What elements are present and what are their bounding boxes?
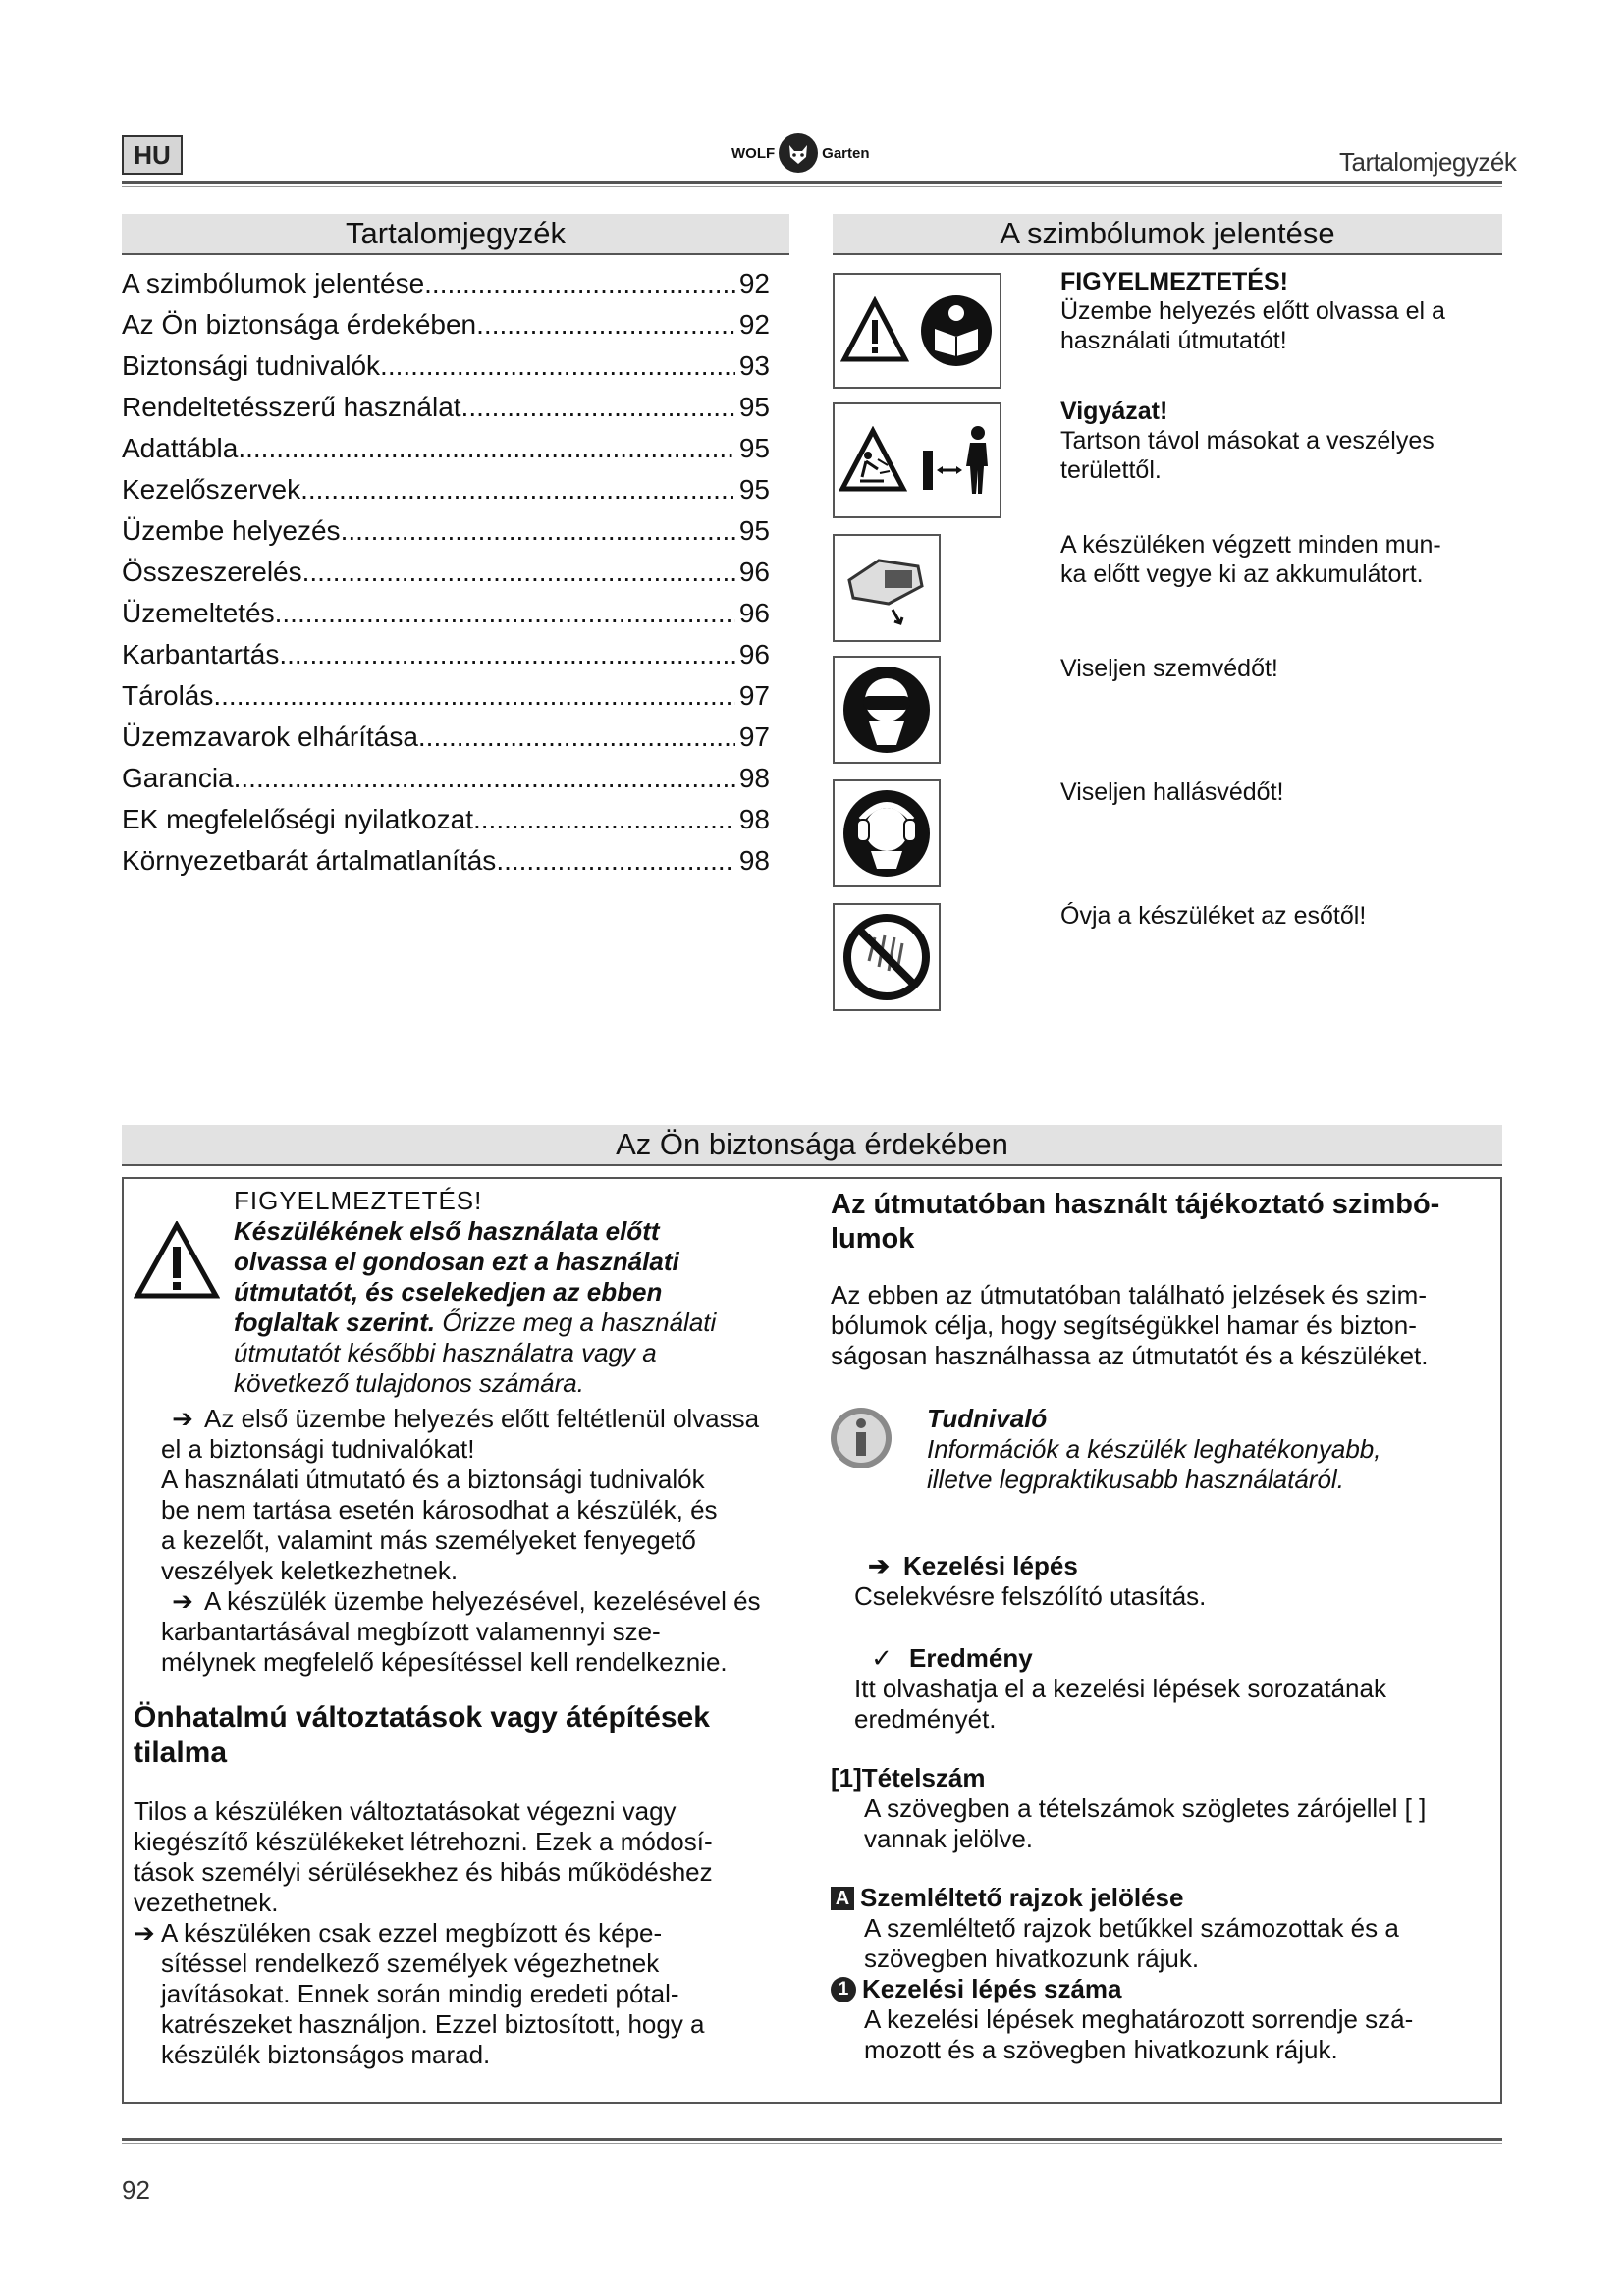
remove-battery-icon bbox=[839, 541, 934, 635]
number-one-badge-icon: 1 bbox=[831, 1977, 856, 2002]
szemlelteto-line-2: szövegben hivatkozunk rájuk. bbox=[864, 1944, 1200, 1973]
wolf-head-icon bbox=[779, 133, 818, 173]
arrow-right-icon: ➔ bbox=[134, 1918, 155, 1948]
info-line-1: Az ebben az útmutatóban található jelzések és szim- bbox=[831, 1280, 1428, 1309]
step-1-line-4: be nem tartása esetén károsodhat a készülék, és bbox=[161, 1495, 718, 1524]
warning-thrown-objects-icon bbox=[839, 426, 907, 495]
footer-rule bbox=[122, 2138, 1502, 2141]
toc-leader-dots bbox=[275, 593, 735, 634]
symbol-1-line-1: Üzembe helyezés előtt olvassa el a bbox=[1060, 297, 1445, 325]
toc-leader-dots bbox=[424, 263, 735, 304]
symbol-2-line-1: Tartson távol másokat a veszélyes bbox=[1060, 427, 1435, 454]
header-rule bbox=[122, 181, 1502, 184]
toc-leader-dots bbox=[279, 634, 735, 675]
toc-entry-label: Karbantartás bbox=[122, 639, 280, 669]
step-2-line-3: mélynek megfelelő képesítéssel kell rendelkeznie. bbox=[161, 1647, 728, 1677]
toc-entry bbox=[122, 675, 770, 717]
symbol-4-text: Viseljen szemvédőt! bbox=[1060, 655, 1278, 682]
info-icon bbox=[829, 1406, 893, 1470]
toc-entry-label: Adattábla bbox=[122, 433, 239, 463]
modification-line-1: Tilos a készüléken változtatásokat végezni vagy bbox=[134, 1796, 677, 1826]
safety-heading: Az Ön biztonsága érdekében bbox=[122, 1125, 1502, 1166]
eredmeny-title: Eredmény bbox=[909, 1643, 1033, 1673]
toc-entry-label: Tárolás bbox=[122, 680, 214, 711]
toc-entry-page: 97 bbox=[738, 680, 770, 711]
modification-text bbox=[134, 1796, 821, 2070]
toc-entry bbox=[122, 634, 770, 675]
symbol-keep-distance bbox=[833, 402, 1001, 518]
logo-text-right: Garten bbox=[822, 144, 870, 162]
toc-entry-page: 95 bbox=[738, 515, 770, 546]
tudnivalo-block bbox=[927, 1404, 1496, 1495]
symbol-6-text: Óvja a készüléket az esőtől! bbox=[1060, 902, 1367, 930]
symbol-protect-from-rain bbox=[833, 903, 941, 1011]
toc-entry-label: Rendeltetésszerű használat bbox=[122, 392, 461, 422]
header-section-title: Tartalomjegyzék bbox=[1339, 147, 1517, 177]
warning-title: FIGYELMEZTETÉS! bbox=[234, 1186, 483, 1215]
toc-entry bbox=[122, 552, 770, 593]
warning-italic-line-6: következő tulajdonos számára. bbox=[234, 1368, 584, 1398]
step-2-line-1: A készülék üzembe helyezésével, kezelésével és bbox=[204, 1586, 761, 1616]
warning-triangle-icon bbox=[134, 1221, 220, 1300]
modification-line-4: vezethetnek. bbox=[134, 1888, 279, 1917]
toc-leader-dots bbox=[234, 758, 735, 799]
step-2-line-2: karbantartásával megbízott valamennyi sze- bbox=[161, 1617, 661, 1646]
warning-italic-line-5: útmutatót későbbi használatra vagy a bbox=[234, 1338, 657, 1367]
toc-entry bbox=[122, 510, 770, 552]
modification-heading-line-1: Önhatalmú változtatások vagy átépítések bbox=[134, 1701, 710, 1734]
kezelesi-lepes-szama-line-2: mozott és a szövegben hivatkozunk rájuk. bbox=[864, 2035, 1338, 2064]
language-badge: HU bbox=[122, 135, 183, 175]
symbol-hearing-protection bbox=[833, 779, 941, 887]
toc-entry-page: 92 bbox=[738, 268, 770, 298]
info-symbols-heading-line-1: Az útmutatóban használt tájékoztató szimbó- bbox=[831, 1189, 1440, 1220]
kezelesi-lepes-text: Cselekvésre felszólító utasítás. bbox=[854, 1581, 1207, 1611]
tudnivalo-title: Tudnivaló bbox=[927, 1404, 1048, 1433]
symbol-remove-battery bbox=[833, 534, 941, 642]
warning-bold-line-1: Készülékének első használata előtt bbox=[234, 1216, 660, 1246]
modification-heading-line-2: tilalma bbox=[134, 1736, 228, 1769]
toc-leader-dots bbox=[213, 675, 734, 717]
eredmeny-line-1: Itt olvashatja el a kezelési lépések sorozatának bbox=[854, 1674, 1386, 1703]
modification-line-3: tások személyi sérülésekhez és hibás működéshez bbox=[134, 1857, 713, 1887]
eredmeny-line-2: eredményét. bbox=[854, 1704, 997, 1734]
arrow-right-icon: ➔ bbox=[172, 1586, 193, 1616]
toc-entry-page: 92 bbox=[738, 309, 770, 340]
toc-leader-dots bbox=[300, 469, 735, 510]
toc-entry-page: 98 bbox=[738, 763, 770, 793]
symbol-5-text: Viseljen hallásvédőt! bbox=[1060, 778, 1284, 806]
toc-leader-dots bbox=[496, 840, 735, 881]
toc-entry bbox=[122, 469, 770, 510]
symbol-3-line-2: ka előtt vegye ki az akkumulátort. bbox=[1060, 561, 1424, 588]
kezelesi-lepes-szama-title: Kezelési lépés száma bbox=[862, 1974, 1122, 2003]
toc-leader-dots bbox=[461, 387, 735, 428]
step-1-line-5: a kezelőt, valamint más személyeket fenyegető bbox=[161, 1525, 696, 1555]
info-line-2: bólumok célja, hogy segítségükkel hamar és bizton- bbox=[831, 1310, 1417, 1340]
szemlelteto-block bbox=[831, 1883, 1500, 2065]
tetelszam-line-2: vannak jelölve. bbox=[864, 1824, 1033, 1853]
toc-entry bbox=[122, 758, 770, 799]
toc-entry-label: A szimbólumok jelentése bbox=[122, 268, 425, 298]
toc-entry bbox=[122, 799, 770, 840]
toc-entry-label: Összeszerelés bbox=[122, 557, 302, 587]
warning-block bbox=[234, 1186, 823, 1399]
toc-entry-label: Környezetbarát ártalmatlanítás bbox=[122, 845, 497, 876]
toc-leader-dots bbox=[238, 428, 735, 469]
info-symbols-heading-line-2: lumok bbox=[831, 1223, 915, 1255]
toc-entry bbox=[122, 428, 770, 469]
symbol-1-line-2: használati útmutatót! bbox=[1060, 327, 1287, 354]
info-line-3: ságosan használhassa az útmutatót és a készüléket. bbox=[831, 1341, 1429, 1370]
modification-step-line-3: javításokat. Ennek során mindig eredeti pótal- bbox=[161, 1979, 679, 2008]
eye-protection-icon bbox=[839, 663, 934, 757]
arrow-right-icon: ➔ bbox=[172, 1404, 193, 1433]
step-1-line-1: Az első üzembe helyezés előtt feltétlenül olvassa bbox=[204, 1404, 760, 1433]
symbol-2-text bbox=[1060, 397, 1435, 485]
toc-entry bbox=[122, 717, 770, 758]
toc-entry-label: Az Ön biztonsága érdekében bbox=[122, 309, 477, 340]
szemlelteto-title: Szemléltető rajzok jelölése bbox=[860, 1883, 1184, 1912]
eredmeny-block bbox=[854, 1643, 1492, 1735]
symbol-1-text bbox=[1060, 267, 1445, 355]
page-number: 92 bbox=[122, 2175, 150, 2205]
letter-a-badge-icon: A bbox=[831, 1887, 854, 1910]
toc-entry bbox=[122, 304, 770, 346]
toc-entry-label: Üzemeltetés bbox=[122, 598, 275, 628]
step-1-line-3: A használati útmutató és a biztonsági tudnivalók bbox=[161, 1465, 705, 1494]
symbol-warning-read-manual bbox=[833, 273, 1001, 389]
toc-leader-dots bbox=[380, 346, 735, 387]
toc-entry bbox=[122, 387, 770, 428]
modification-line-2: kiegészítő készülékeket létrehozni. Ezek a módosí- bbox=[134, 1827, 713, 1856]
warning-bold-line-4: foglaltak szerint. bbox=[234, 1308, 436, 1337]
toc-entry-label: Biztonsági tudnivalók bbox=[122, 350, 381, 381]
toc-leader-dots bbox=[473, 799, 735, 840]
modification-heading bbox=[134, 1700, 821, 1771]
toc-entry bbox=[122, 593, 770, 634]
toc-entry-label: Garancia bbox=[122, 763, 234, 793]
tetelszam-line-1: A szövegben a tételszámok szögletes zárójellel [ ] bbox=[864, 1793, 1427, 1823]
symbols-heading: A szimbólumok jelentése bbox=[833, 214, 1502, 255]
toc-entry-page: 96 bbox=[738, 639, 770, 669]
toc-entry-label: EK megfelelőségi nyilatkozat bbox=[122, 804, 473, 834]
symbol-eye-protection bbox=[833, 656, 941, 764]
toc-leader-dots bbox=[341, 510, 735, 552]
toc-entry bbox=[122, 346, 770, 387]
symbol-2-line-2: területtől. bbox=[1060, 456, 1162, 484]
toc-heading: Tartalomjegyzék bbox=[122, 214, 789, 255]
footer-rule-thin bbox=[122, 2143, 1502, 2144]
modification-step-line-4: katrészeket használjon. Ezzel biztosított, hogy a bbox=[161, 2009, 705, 2039]
toc-entry bbox=[122, 263, 770, 304]
logo-text-left: WOLF bbox=[731, 144, 776, 162]
read-manual-icon bbox=[919, 294, 994, 368]
warning-italic-line-4: Őrizze meg a használati bbox=[435, 1308, 717, 1337]
toc-entry-label: Kezelőszervek bbox=[122, 474, 301, 505]
toc-list bbox=[122, 263, 770, 881]
no-rain-icon bbox=[839, 910, 934, 1004]
toc-entry-page: 98 bbox=[738, 845, 770, 876]
header-rule-thin bbox=[122, 186, 1502, 187]
toc-leader-dots bbox=[418, 717, 735, 758]
toc-entry-page: 96 bbox=[738, 598, 770, 628]
toc-entry-page: 95 bbox=[738, 474, 770, 505]
szemlelteto-line-1: A szemléltető rajzok betűkkel számozottak és a bbox=[864, 1913, 1399, 1943]
tudnivalo-line-2: illetve legpraktikusabb használatáról. bbox=[927, 1465, 1344, 1494]
symbol-3-text bbox=[1060, 530, 1441, 589]
toc-leader-dots bbox=[302, 552, 735, 593]
kezelesi-lepes-title: Kezelési lépés bbox=[903, 1551, 1078, 1580]
modification-step-line-1: A készüléken csak ezzel megbízott és képe- bbox=[161, 1918, 663, 1948]
step-1-block bbox=[161, 1404, 829, 1678]
tetelszam-block bbox=[831, 1763, 1500, 1854]
toc-entry-page: 93 bbox=[738, 350, 770, 381]
toc-entry-page: 97 bbox=[738, 721, 770, 752]
info-symbols-heading bbox=[831, 1188, 1494, 1256]
checkmark-icon: ✓ bbox=[871, 1643, 893, 1673]
warning-triangle-icon bbox=[840, 296, 909, 365]
toc-entry-page: 98 bbox=[738, 804, 770, 834]
modification-step-line-5: készülék biztonságos marad. bbox=[161, 2040, 491, 2069]
toc-leader-dots bbox=[476, 304, 735, 346]
tudnivalo-line-1: Információk a készülék leghatékonyabb, bbox=[927, 1434, 1381, 1464]
kezelesi-lepes-block bbox=[854, 1551, 1492, 1612]
modification-step-line-2: sítéssel rendelkező személyek végezhetnek bbox=[161, 1949, 660, 1978]
step-1-line-6: veszélyek keletkezhetnek. bbox=[161, 1556, 459, 1585]
tetelszam-title: [1]Tételszám bbox=[831, 1763, 986, 1792]
toc-entry-page: 96 bbox=[738, 557, 770, 587]
keep-distance-person-icon bbox=[917, 421, 996, 500]
hearing-protection-icon bbox=[839, 786, 934, 881]
toc-entry-page: 95 bbox=[738, 433, 770, 463]
symbol-3-line-1: A készüléken végzett minden mun- bbox=[1060, 531, 1441, 559]
toc-entry-page: 95 bbox=[738, 392, 770, 422]
step-1-line-2: el a biztonsági tudnivalókat! bbox=[161, 1434, 475, 1464]
kezelesi-lepes-szama-line-1: A kezelési lépések meghatározott sorrendje szá- bbox=[864, 2004, 1414, 2034]
toc-entry bbox=[122, 840, 770, 881]
symbol-1-title: FIGYELMEZTETÉS! bbox=[1060, 268, 1288, 295]
info-symbols-text bbox=[831, 1280, 1498, 1371]
warning-bold-line-2: olvassa el gondosan ezt a használati bbox=[234, 1247, 679, 1276]
warning-bold-line-3: útmutatót, és cselekedjen az ebben bbox=[234, 1277, 663, 1307]
toc-entry-label: Üzembe helyezés bbox=[122, 515, 341, 546]
brand-logo bbox=[731, 133, 870, 173]
arrow-right-icon: ➔ bbox=[868, 1551, 890, 1580]
toc-entry-label: Üzemzavarok elhárítása bbox=[122, 721, 418, 752]
symbol-2-title: Vigyázat! bbox=[1060, 398, 1168, 425]
